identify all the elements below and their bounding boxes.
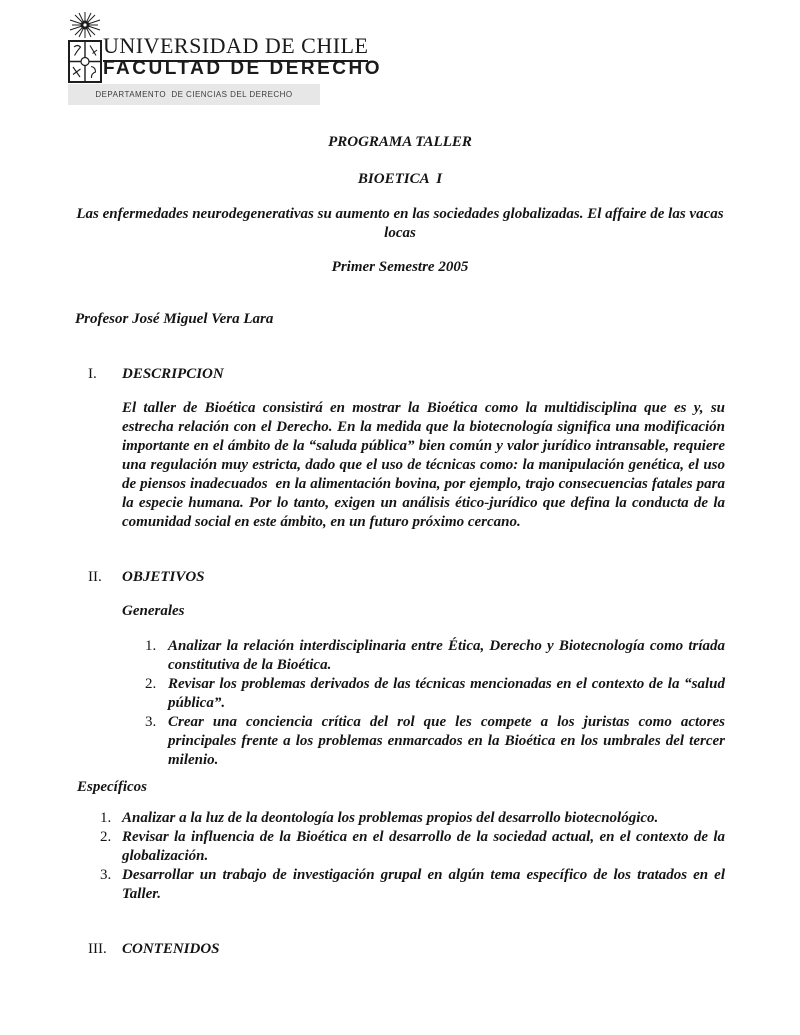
generales-list xyxy=(145,637,725,770)
section-descripcion xyxy=(75,365,729,532)
list-item xyxy=(100,809,725,828)
document-body xyxy=(75,110,729,959)
university-name: UNIVERSIDAD DE CHILE xyxy=(103,33,368,62)
section-title: DESCRIPCION xyxy=(122,366,224,382)
course-subtitle: Las enfermedades neurodegenerativas su aumento en las sociedades globalizadas. El affaire de las vacas locas xyxy=(76,206,724,241)
section-objetivos xyxy=(75,568,725,904)
section-title: CONTENIDOS xyxy=(122,941,220,957)
especificos-list xyxy=(100,809,725,904)
title-block xyxy=(75,133,725,277)
item-number: 2. xyxy=(145,676,157,692)
program-title: PROGRAMA TALLER xyxy=(328,134,472,150)
item-text: Crear una conciencia crítica del rol que les compete a los juristas como actores principales frente a los problemas enmarcados en la Bioética en los umbrales del tercer milenio. xyxy=(168,714,725,768)
list-item xyxy=(100,866,725,904)
item-text: Revisar los problemas derivados de las técnicas mencionadas en el contexto de la “salud pública”. xyxy=(168,676,725,711)
section-numeral: III. xyxy=(88,941,107,957)
section-heading-objetivos xyxy=(75,568,725,587)
section-title: OBJETIVOS xyxy=(122,569,205,585)
subsection-generales-heading: Generales xyxy=(122,603,185,619)
faculty-name: FACULTAD DE DERECHO xyxy=(103,58,383,79)
list-item xyxy=(145,675,725,713)
university-crest-icon xyxy=(65,11,105,91)
item-number: 3. xyxy=(100,867,112,883)
subsection-especificos-heading: Específicos xyxy=(77,779,147,795)
course-title: BIOETICA I xyxy=(357,171,443,187)
list-item xyxy=(145,713,725,770)
item-text: Analizar a la luz de la deontología los problemas propios del desarrollo biotecnológico. xyxy=(122,810,659,826)
semester-line: Primer Semestre 2005 xyxy=(331,259,469,275)
professor-line: Profesor José Miguel Vera Lara xyxy=(75,311,274,327)
item-text: Desarrollar un trabajo de investigación grupal en algún tema específico de los tratados en el Taller. xyxy=(122,867,725,902)
item-text: Revisar la influencia de la Bioética en el desarrollo de la sociedad actual, en el contexto de la globalización. xyxy=(122,829,725,864)
item-number: 1. xyxy=(145,638,157,654)
item-number: 3. xyxy=(145,714,157,730)
descripcion-paragraph: El taller de Bioética consistirá en mostrar la Bioética como la multidisciplina que es y, su estrecha relación con el Derecho. En la medida que la biotecnología significa una modificación importante en el ámbito de la “saluda pública” bien común y valor jurídico intransable, requiere una regulación muy estricta, dado que el uso de técnicas como: la manipulación genética, el uso de piensos inadecuados en la alimentación bovina, por ejemplo, trajo consecuencias fatales para la especie humana. Por lo tanto, exigen un análisis ético-jurídico que defina la conducta de la comunidad social en este ámbito, en un futuro próximo cercano. xyxy=(122,400,729,530)
section-contenidos xyxy=(75,940,725,959)
department-banner: DEPARTAMENTO DE CIENCIAS DEL DERECHO xyxy=(68,84,320,105)
list-item xyxy=(145,637,725,675)
item-text: Analizar la relación interdisciplinaria entre Ética, Derecho y Biotecnología como tríada constitutiva de la Bioética. xyxy=(168,638,725,673)
list-item xyxy=(100,828,725,866)
item-number: 2. xyxy=(100,829,112,845)
section-numeral: I. xyxy=(88,366,97,382)
item-number: 1. xyxy=(100,810,112,826)
section-numeral: II. xyxy=(88,569,102,585)
section-heading-descripcion xyxy=(75,365,725,384)
letterhead xyxy=(0,0,800,110)
section-heading-contenidos xyxy=(75,940,725,959)
